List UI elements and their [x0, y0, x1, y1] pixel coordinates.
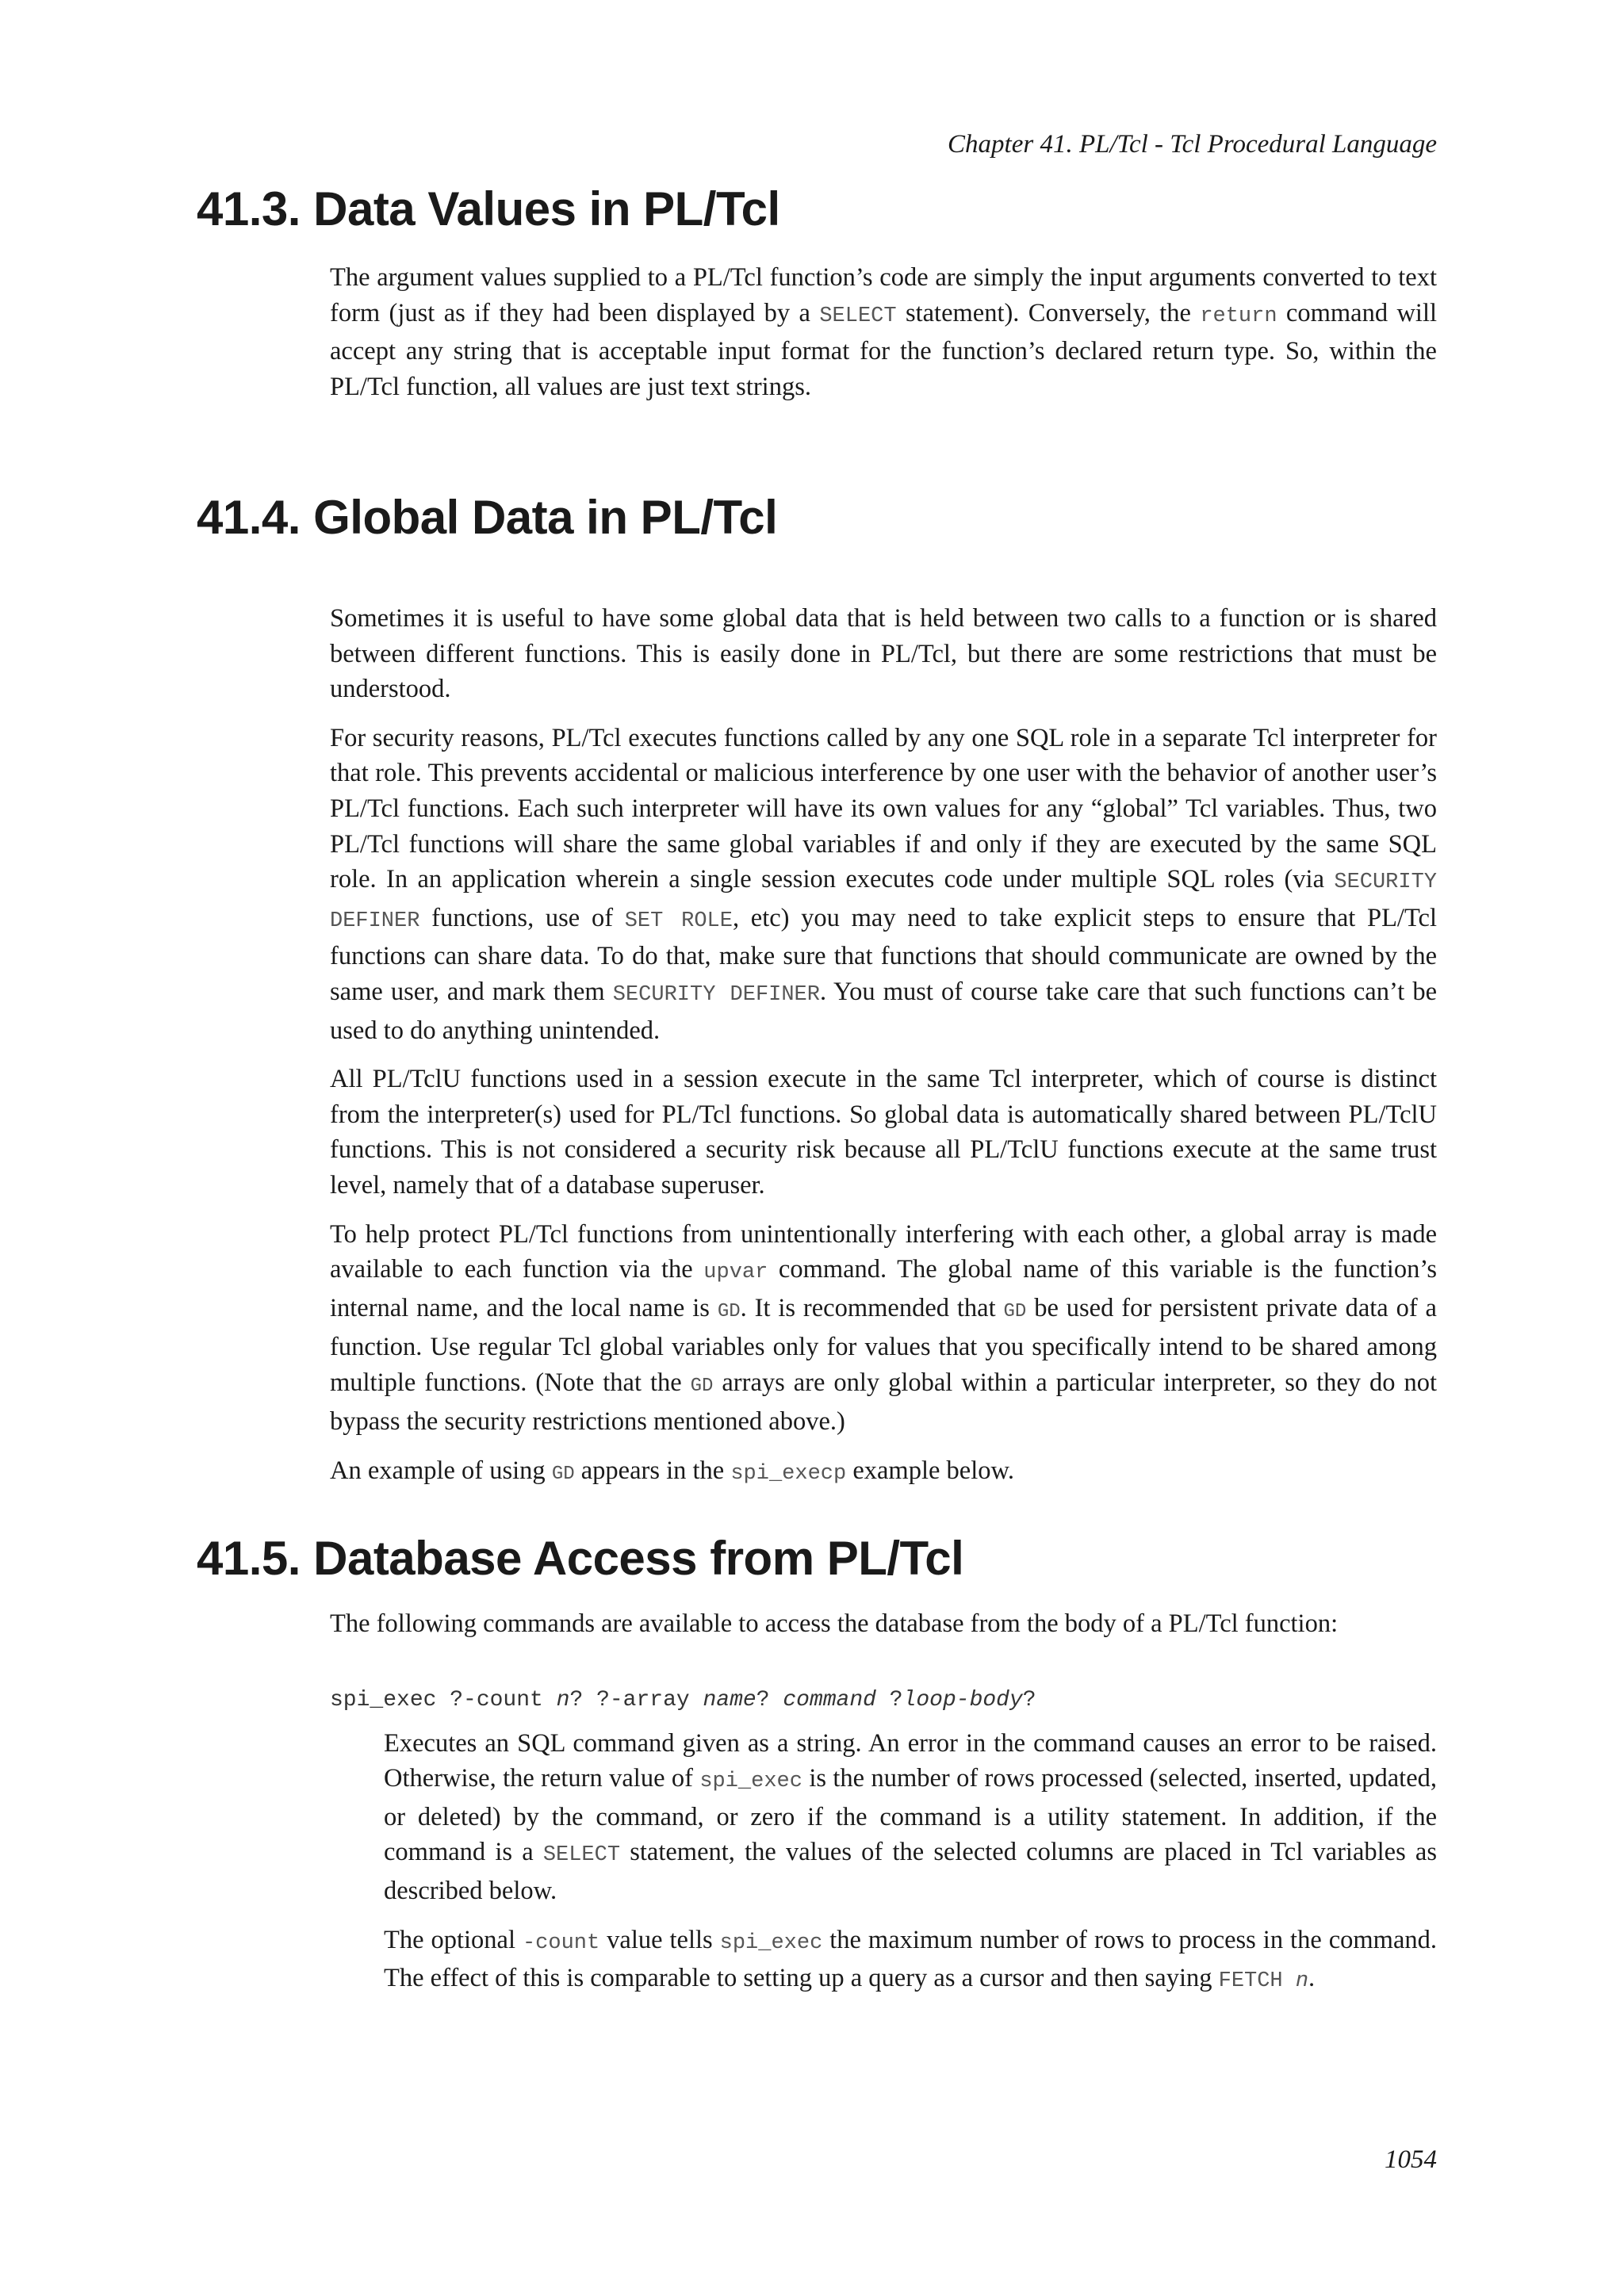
sig-text: ? ?-array — [569, 1687, 703, 1712]
inline-code: SECURITY DEFINER — [612, 982, 820, 1007]
inline-code: SET ROLE — [624, 909, 733, 933]
sig-param: loop-body — [902, 1687, 1023, 1712]
text: . You must of course take care that such functions can’t be used to do anything unintended. — [330, 977, 1437, 1045]
paragraph — [330, 1453, 1437, 1493]
text: be used for persistent private data of a function. Use regular Tcl global variables only for values that you specifically intend to be shared among multiple functions. (Note that the — [330, 1293, 1437, 1397]
sig-text: ? — [756, 1687, 783, 1712]
text: command. The global name of this variable is the function’s internal name, and the local name is — [330, 1255, 1438, 1322]
text: appears in the — [574, 1456, 731, 1486]
inline-code: SECURITY DEFINER — [330, 871, 1437, 933]
command-description — [384, 1726, 1437, 1999]
text: the maximum number of rows to process in the command. The effect of this is comparable to setting up a query as a cursor and then saying — [384, 1925, 1438, 1993]
text: statement, the values of the selected columns are placed in Tcl variables as described below. — [384, 1838, 1437, 1905]
inline-code: upvar — [703, 1261, 768, 1285]
text: For security reasons, PL/Tcl executes functions called by any one SQL role in a separate Tcl interpreter for that role. This prevents accidental or malicious interference by one user with the behavior of another user’s PL/Tcl functions. Each such interpreter will have its own values for any “global” Tcl variables. Thus, two PL/Tcl functions will share the same global variables if and only if they are executed by the same SQL role. In an application wherein a single session executes code under multiple SQL roles (via — [330, 723, 1437, 894]
text: example below. — [846, 1456, 1014, 1486]
text: functions, use of — [419, 903, 625, 932]
sig-text: ? — [1022, 1687, 1036, 1712]
inline-code: spi_exec — [719, 1931, 823, 1955]
inline-code: SELECT — [542, 1843, 621, 1868]
section-body-41-5 — [330, 1606, 1437, 1999]
inline-code: spi_execp — [730, 1462, 847, 1487]
section-body-41-3 — [330, 260, 1437, 404]
inline-code — [1219, 1969, 1308, 1993]
text: . — [1308, 1964, 1316, 1993]
text: is the number of rows processed (selected, inserted, updated, or deleted) by the command, or zero if the command is a utility statement. In addition, if the command is a — [384, 1764, 1437, 1867]
page-number: 1054 — [1385, 2145, 1437, 2174]
section-heading-41-3: 41.3. Data Values in PL/Tcl — [197, 182, 780, 235]
paragraph: Sometimes it is useful to have some global data that is held between two calls to a function or is shared between different functions. This is easily done in PL/Tcl, but there are some restrictions that must be understood. — [330, 604, 1437, 704]
text: . It is recommended that — [740, 1293, 1004, 1322]
paragraph — [384, 1726, 1437, 1909]
paragraph: All PL/TclU functions used in a session execute in the same Tcl interpreter, which of course is distinct from the interpreter(s) used for PL/Tcl functions. So global data is automatically shared between PL/TclU functions. This is not considered a security risk because all PL/TclU functions execute at the same trust level, namely that of a database superuser. — [330, 1065, 1437, 1200]
text: , etc) you may need to take explicit steps to ensure that PL/Tcl functions can share data. To do that, make sure that functions that should communicate are owned by the same user, and mark them — [330, 903, 1437, 1006]
text: To help protect PL/Tcl functions from unintentionally interfering with each other, a global array is made available to each function via the — [330, 1219, 1437, 1284]
text: statement). Conversely, the — [896, 298, 1201, 327]
text: command will accept any string that is acceptable input format for the function’s declared return type. So, within the PL/Tcl function, all values are just text strings. — [330, 298, 1437, 401]
sig-text: ? — [875, 1687, 903, 1712]
inline-code: spi_exec — [699, 1770, 802, 1794]
paragraph: The following commands are available to access the database from the body of a PL/Tcl function: — [330, 1609, 1339, 1638]
code-text: FETCH — [1218, 1969, 1296, 1994]
sig-param: n — [556, 1687, 570, 1712]
text: An example of using — [330, 1456, 552, 1486]
paragraph — [330, 721, 1437, 1048]
text: arrays are only global within a particular interpreter, so they do not bypass the security restrictions mentioned above.) — [330, 1368, 1437, 1437]
inline-code: GD — [690, 1375, 714, 1397]
sig-text: spi_exec ?-count — [330, 1687, 557, 1712]
paragraph — [330, 1217, 1437, 1441]
inline-code: GD — [1003, 1300, 1027, 1322]
inline-code: GD — [551, 1464, 575, 1486]
section-body-41-4 — [330, 601, 1437, 1493]
inline-code: SELECT — [819, 304, 897, 328]
section-heading-41-5: 41.5. Database Access from PL/Tcl — [197, 1532, 964, 1585]
sig-param: command — [783, 1687, 876, 1712]
inline-code: GD — [717, 1300, 741, 1322]
text: The argument values supplied to a PL/Tcl function’s code are simply the input arguments converted to text form (just as if they had been displayed by a — [330, 263, 1437, 327]
inline-code: -count — [522, 1931, 600, 1955]
text: Executes an SQL command given as a string. An error in the command causes an error to be raised. Otherwise, the return value of — [384, 1728, 1437, 1793]
sig-param: name — [703, 1687, 756, 1712]
text: value tells — [599, 1925, 720, 1954]
code-param: n — [1295, 1969, 1309, 1994]
paragraph — [330, 260, 1437, 404]
section-heading-41-4: 41.4. Global Data in PL/Tcl — [197, 491, 778, 544]
command-signature — [330, 1683, 1437, 1718]
inline-code: return — [1200, 304, 1277, 328]
running-header: Chapter 41. PL/Tcl - Tcl Procedural Language — [948, 130, 1437, 159]
text: The optional — [384, 1925, 523, 1954]
paragraph — [384, 1923, 1437, 1999]
